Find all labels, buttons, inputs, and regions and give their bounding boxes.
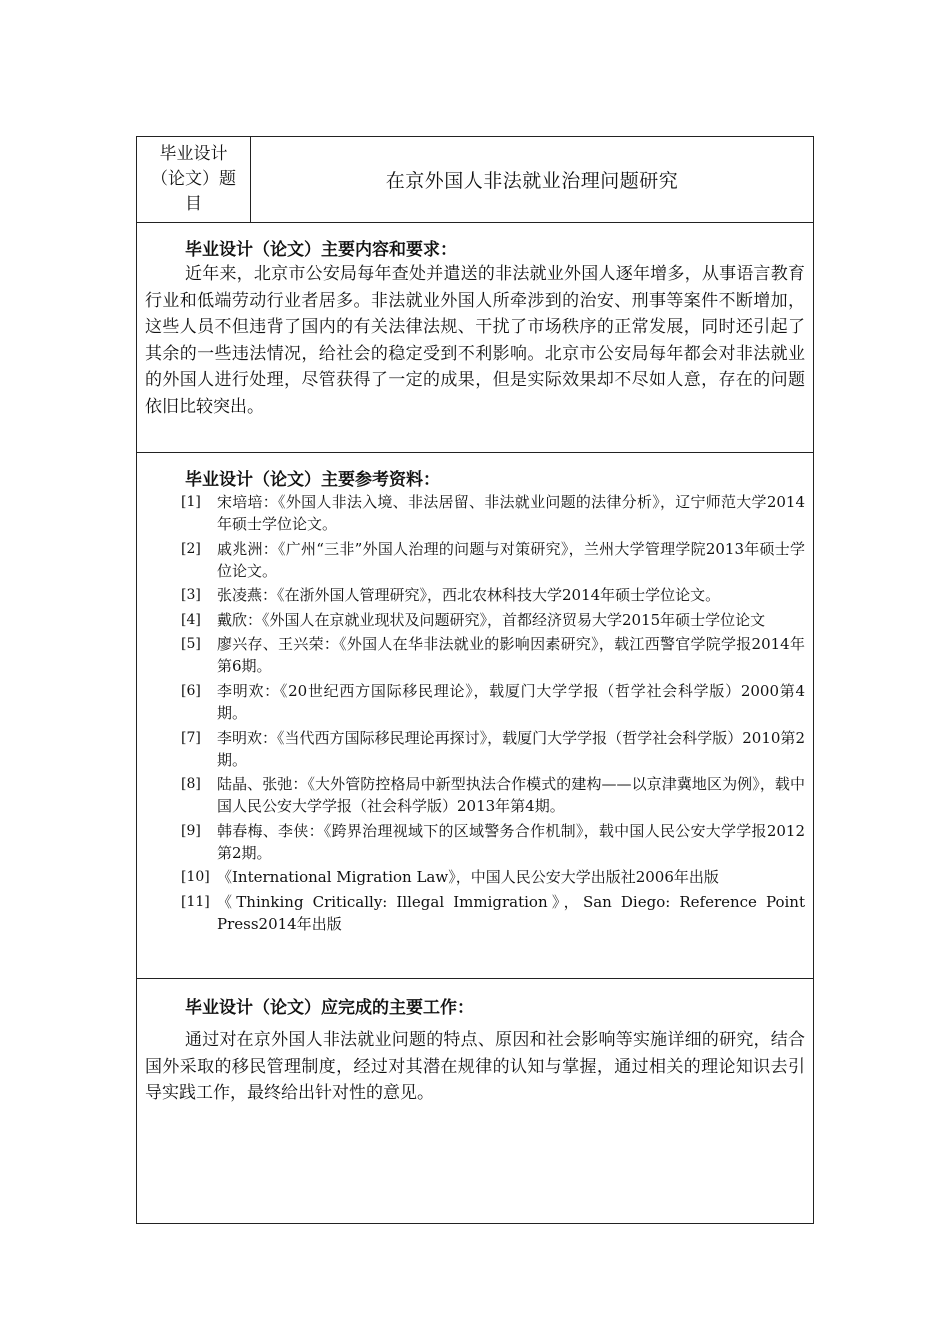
reference-item: [181, 491, 805, 535]
reference-text: 廖兴存、王兴荣：《外国人在华非法就业的影响因素研究》，载江西警官学院学报2014年第6期。: [217, 635, 805, 676]
reference-item: [181, 891, 805, 935]
references-list: [181, 491, 805, 938]
content-paragraph: 近年来，北京市公安局每年查处并遣送的非法就业外国人逐年增多，从事语言教育行业和低端劳动行业者居多。非法就业外国人所牵涉到的治安、刑事等案件不断增加，这些人员不但违背了国内的有关法律法规、干扰了市场秩序的正常发展，同时还引起了其余的一些违法情况，给社会的稳定受到不利影响。北京市公安局每年都会对非法就业的外国人进行处理，尽管获得了一定的成果，但是实际效果却不尽如人意，存在的问题依旧比较突出。: [145, 264, 805, 417]
reference-number: [3]: [181, 587, 201, 604]
reference-text: 李明欢：《20世纪西方国际移民理论》，载厦门大学学报（哲学社会科学版）2000第4期。: [217, 681, 805, 722]
reference-number: [1]: [181, 494, 201, 510]
work-section: [137, 979, 813, 1225]
work-paragraph: 通过对在京外国人非法就业问题的特点、原因和社会影响等实施详细的研究，结合国外采取的移民管理制度，经过对其潜在规律的认知与掌握，通过相关的理论知识去引导实践工作，最终给出针对性的意见。: [145, 1030, 805, 1103]
reference-item: [181, 633, 805, 677]
reference-number: [4]: [181, 611, 201, 628]
reference-item: [181, 773, 805, 817]
reference-item: [181, 538, 805, 582]
reference-text: 韩春梅、李侠：《跨界治理视域下的区域警务合作机制》，载中国人民公安大学学报2012第2期。: [217, 821, 805, 862]
content-section: [137, 223, 813, 453]
reference-number: [6]: [181, 682, 201, 699]
reference-item: [181, 609, 805, 631]
reference-text: 戴欣：《外国人在京就业现状及问题研究》，首都经济贸易大学2015年硕士学位论文: [217, 610, 766, 629]
reference-item: [181, 866, 805, 888]
references-heading: 毕业设计（论文）主要参考资料：: [185, 470, 440, 490]
title-row: [137, 137, 813, 223]
reference-number: [5]: [181, 636, 201, 653]
reference-text: 戚兆洲：《广州“三非”外国人治理的问题与对策研究》，兰州大学管理学院2013年硕士学位论文。: [217, 539, 805, 580]
content-heading: 毕业设计（论文）主要内容和要求：: [185, 240, 457, 260]
reference-item: [181, 727, 805, 771]
reference-item: [181, 820, 805, 864]
reference-number: [9]: [181, 822, 201, 839]
title-label: 毕业设计（论文）题目: [137, 137, 251, 222]
reference-text: 陆晶、张弛：《大外管防控格局中新型执法合作模式的建构——以京津冀地区为例》，载中国人民公安大学学报（社会科学版）2013年第4期。: [217, 775, 805, 816]
thesis-task-form: [136, 136, 814, 1224]
reference-number: [10]: [181, 869, 210, 886]
references-section: [137, 453, 813, 979]
reference-number: [2]: [181, 540, 201, 557]
reference-text: 张凌燕：《在浙外国人管理研究》，西北农林科技大学2014年硕士学位论文。: [217, 586, 721, 605]
reference-item: [181, 584, 805, 606]
reference-text: 《Thinking Critically: Illegal Immigration》，San Diego: Reference Point Press2014年出版: [217, 892, 805, 933]
thesis-title: 在京外国人非法就业治理问题研究: [385, 170, 679, 192]
reference-item: [181, 680, 805, 724]
reference-text: 李明欢：《当代西方国际移民理论再探讨》，载厦门大学学报（哲学社会科学版）2010第2期。: [217, 728, 805, 769]
reference-text: 《International Migration Law》，中国人民公安大学出版社2006年出版: [217, 868, 719, 887]
reference-number: [7]: [181, 729, 201, 746]
reference-number: [11]: [181, 893, 210, 910]
reference-number: [8]: [181, 776, 201, 793]
work-heading: 毕业设计（论文）应完成的主要工作：: [185, 998, 474, 1018]
reference-text: 宋培培：《外国人非法入境、非法居留、非法就业问题的法律分析》，辽宁师范大学2014年硕士学位论文。: [217, 493, 805, 533]
